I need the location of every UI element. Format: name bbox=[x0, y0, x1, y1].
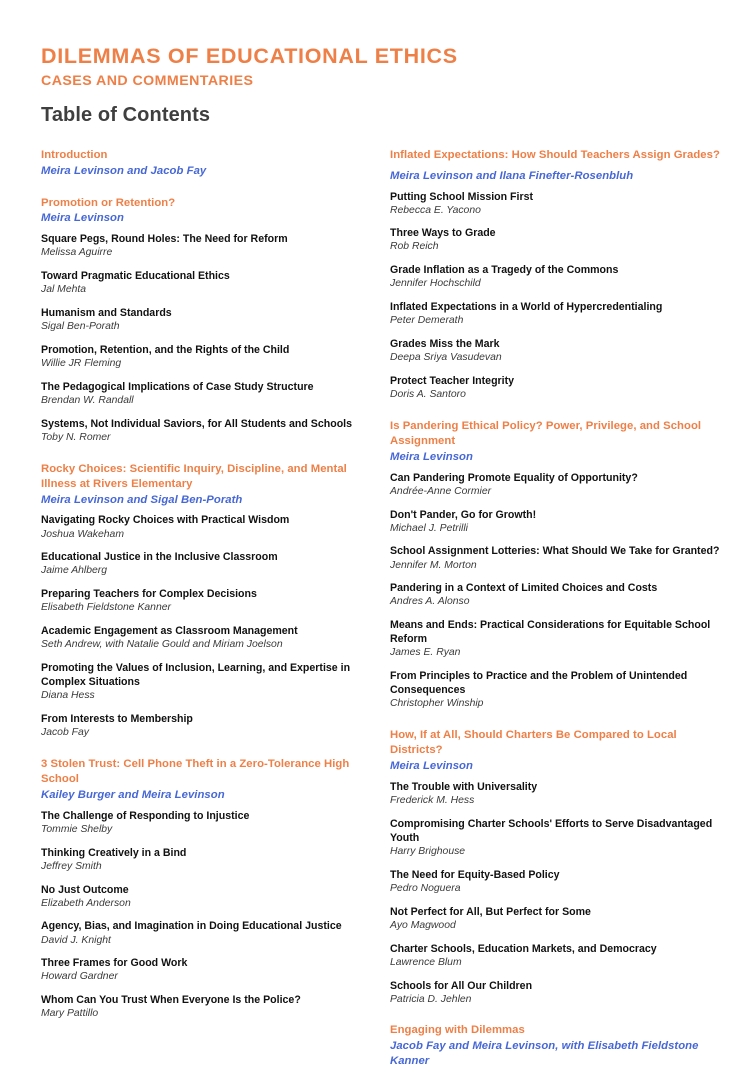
entry-title[interactable]: Schools for All Our Children bbox=[390, 979, 533, 992]
entry-title[interactable]: Don't Pander, Go for Growth! bbox=[390, 508, 537, 521]
entry-author: Howard Gardner bbox=[41, 971, 118, 983]
toc-entry[interactable] bbox=[41, 550, 362, 578]
entry-author: Ayo Magwood bbox=[390, 919, 456, 931]
toc-section-is-pandering-ethical-policy-power-privilege- bbox=[390, 419, 724, 711]
entry-title[interactable]: The Challenge of Responding to Injustice bbox=[41, 809, 250, 822]
entry-author: Michael J. Petrilli bbox=[390, 522, 468, 534]
section-title[interactable]: Rocky Choices: Scientific Inquiry, Discipline, and Mental Illness at Rivers Elementary bbox=[41, 462, 347, 490]
toc-entry[interactable] bbox=[41, 417, 362, 445]
entry-title[interactable]: The Need for Equity-Based Policy bbox=[390, 868, 560, 881]
toc-section-how-if-at-all-should-charters-be-compared-to bbox=[390, 728, 724, 1006]
section-title[interactable]: How, If at All, Should Charters Be Compared to Local Districts? bbox=[390, 729, 677, 757]
entry-author: Sigal Ben-Porath bbox=[41, 321, 120, 333]
entry-author: Rob Reich bbox=[390, 241, 439, 253]
entry-title[interactable]: The Pedagogical Implications of Case Study Structure bbox=[41, 380, 314, 393]
toc-entry[interactable] bbox=[41, 661, 362, 703]
entry-author: Joshua Wakeham bbox=[41, 528, 124, 540]
entry-author: Rebecca E. Yacono bbox=[390, 204, 481, 216]
toc-section-rocky-choices-scientific-inquiry-discipline- bbox=[41, 462, 362, 740]
entry-title[interactable]: Promoting the Values of Inclusion, Learning, and Expertise in Complex Situations bbox=[41, 662, 351, 689]
toc-entry[interactable] bbox=[390, 979, 724, 1007]
toc-entry[interactable] bbox=[390, 618, 724, 660]
entry-title[interactable]: Can Pandering Promote Equality of Opportunity? bbox=[390, 471, 638, 484]
masthead bbox=[41, 44, 708, 126]
toc-left-column bbox=[41, 148, 362, 1021]
entry-title[interactable]: Preparing Teachers for Complex Decisions bbox=[41, 588, 257, 601]
section-title[interactable]: Is Pandering Ethical Policy? Power, Privilege, and School Assignment bbox=[390, 419, 702, 447]
entry-title[interactable]: Humanism and Standards bbox=[41, 307, 172, 320]
toc-entry[interactable] bbox=[390, 581, 724, 609]
entry-title[interactable]: Academic Engagement as Classroom Management bbox=[41, 625, 298, 638]
toc-entry[interactable] bbox=[390, 337, 724, 365]
section-title[interactable]: Promotion or Retention? bbox=[41, 196, 176, 209]
entry-author: Diana Hess bbox=[41, 690, 95, 702]
toc-section-3-stolen-trust-cell-phone-theft-in-a-zero-to bbox=[41, 757, 362, 1021]
toc-entry[interactable] bbox=[41, 587, 362, 615]
entry-title[interactable]: Navigating Rocky Choices with Practical Wisdom bbox=[41, 514, 290, 527]
entry-title[interactable]: Square Pegs, Round Holes: The Need for Reform bbox=[41, 233, 288, 246]
entry-title[interactable]: Not Perfect for All, But Perfect for Some bbox=[390, 905, 591, 918]
section-title[interactable]: 3 Stolen Trust: Cell Phone Theft in a Zero-Tolerance High School bbox=[41, 757, 350, 785]
entry-title[interactable]: Three Frames for Good Work bbox=[41, 957, 188, 970]
section-editors: Jacob Fay and Meira Levinson, with Elisabeth Fieldstone Kanner bbox=[390, 1040, 699, 1068]
entry-title[interactable]: Grades Miss the Mark bbox=[390, 338, 500, 351]
toc-entry[interactable] bbox=[41, 712, 362, 740]
toc-entry[interactable] bbox=[390, 817, 724, 859]
section-title[interactable]: Engaging with Dilemmas bbox=[390, 1024, 525, 1037]
entry-author: Jal Mehta bbox=[41, 284, 87, 296]
entry-author: Jeffrey Smith bbox=[41, 860, 102, 872]
entry-author: Deepa Sriya Vasudevan bbox=[390, 352, 502, 364]
entry-author: Elisabeth Fieldstone Kanner bbox=[41, 602, 171, 614]
entry-author: Christopher Winship bbox=[390, 698, 484, 710]
entry-author: Harry Brighouse bbox=[390, 846, 466, 858]
section-title[interactable]: Introduction bbox=[41, 148, 108, 161]
toc-section-introduction bbox=[41, 148, 362, 179]
toc-entry[interactable] bbox=[390, 508, 724, 536]
entry-title[interactable]: School Assignment Lotteries: What Should We Take for Granted? bbox=[390, 545, 720, 558]
entry-author: Mary Pattillo bbox=[41, 1008, 99, 1020]
entry-author: Andres A. Alonso bbox=[390, 596, 470, 608]
entry-title[interactable]: Compromising Charter Schools' Efforts to Serve Disadvantaged Youth bbox=[390, 817, 713, 844]
entry-author: Melissa Aguirre bbox=[41, 247, 113, 259]
toc-entry[interactable] bbox=[390, 780, 724, 808]
toc-entry[interactable] bbox=[41, 306, 362, 334]
entry-title[interactable]: Protect Teacher Integrity bbox=[390, 375, 515, 388]
entry-author: Jennifer Hochschild bbox=[390, 278, 481, 290]
section-editors: Meira Levinson and Sigal Ben-Porath bbox=[41, 493, 243, 506]
entry-title[interactable]: No Just Outcome bbox=[41, 883, 129, 896]
toc-entry[interactable] bbox=[41, 513, 362, 541]
book-title: DILEMMAS OF EDUCATIONAL ETHICS bbox=[41, 44, 458, 68]
entry-title[interactable]: Inflated Expectations in a World of Hypercredentialing bbox=[390, 301, 663, 314]
entry-title[interactable]: From Interests to Membership bbox=[41, 713, 193, 726]
toc-entry[interactable] bbox=[41, 919, 362, 947]
section-title[interactable]: Inflated Expectations: How Should Teachers Assign Grades? bbox=[390, 148, 720, 161]
entry-author: Toby N. Romer bbox=[41, 431, 111, 443]
entry-title[interactable]: Thinking Creatively in a Bind bbox=[41, 846, 187, 859]
section-editors: Meira Levinson bbox=[41, 212, 124, 225]
toc-entry[interactable] bbox=[41, 993, 362, 1021]
section-editors: Kailey Burger and Meira Levinson bbox=[41, 788, 225, 801]
toc-entry[interactable] bbox=[41, 380, 362, 408]
toc-entry[interactable] bbox=[390, 942, 724, 970]
toc-entry[interactable] bbox=[41, 269, 362, 297]
entry-author: Seth Andrew, with Natalie Gould and Miriam Joelson bbox=[41, 639, 283, 651]
entry-title[interactable]: Charter Schools, Education Markets, and Democracy bbox=[390, 942, 657, 955]
toc-entry[interactable] bbox=[390, 868, 724, 896]
entry-author: Andrée-Anne Cormier bbox=[390, 485, 492, 497]
entry-author: Jaime Ahlberg bbox=[41, 565, 108, 577]
entry-title[interactable]: Three Ways to Grade bbox=[390, 227, 496, 240]
section-editors: Meira Levinson and Ilana Finefter-Rosenbluh bbox=[390, 169, 634, 182]
toc-entry[interactable] bbox=[390, 905, 724, 933]
entry-title[interactable]: Agency, Bias, and Imagination in Doing Educational Justice bbox=[41, 920, 342, 933]
section-editors: Meira Levinson and Jacob Fay bbox=[41, 164, 207, 177]
toc-section-promotion-or-retention bbox=[41, 196, 362, 445]
toc-entry[interactable] bbox=[41, 846, 362, 874]
entry-author: Elizabeth Anderson bbox=[41, 897, 131, 909]
toc-entry[interactable] bbox=[390, 263, 724, 291]
entry-author: David J. Knight bbox=[41, 934, 111, 946]
toc-entry[interactable] bbox=[390, 544, 724, 572]
entry-title[interactable]: Grade Inflation as a Tragedy of the Commons bbox=[390, 264, 619, 277]
entry-author: Tommie Shelby bbox=[41, 823, 113, 835]
toc-entry[interactable] bbox=[390, 471, 724, 499]
entry-title[interactable]: Putting School Mission First bbox=[390, 190, 534, 203]
entry-title[interactable]: Toward Pragmatic Educational Ethics bbox=[41, 270, 230, 283]
toc-right-column bbox=[390, 148, 724, 1075]
toc-section-engaging-with-dilemmas bbox=[390, 1023, 724, 1069]
entry-author: James E. Ryan bbox=[390, 647, 461, 659]
entry-author: Jacob Fay bbox=[41, 727, 89, 739]
entry-title[interactable]: Systems, Not Individual Saviors, for All Students and Schools bbox=[41, 417, 353, 430]
toc-section-inflated-expectations-how-should-teachers-as bbox=[390, 148, 724, 402]
toc-entry[interactable] bbox=[41, 232, 362, 260]
toc-entry[interactable] bbox=[41, 883, 362, 911]
entry-title[interactable]: Educational Justice in the Inclusive Classroom bbox=[41, 551, 278, 564]
entry-author: Jennifer M. Morton bbox=[390, 559, 477, 571]
toc-entry[interactable] bbox=[390, 300, 724, 328]
section-editors: Meira Levinson bbox=[390, 450, 473, 463]
entry-author: Lawrence Blum bbox=[390, 956, 462, 968]
entry-title[interactable]: The Trouble with Universality bbox=[390, 780, 538, 793]
entry-author: Patricia D. Jehlen bbox=[390, 993, 472, 1005]
toc-entry[interactable] bbox=[41, 956, 362, 984]
entry-title[interactable]: Whom Can You Trust When Everyone Is the Police? bbox=[41, 994, 301, 1007]
entry-author: Brendan W. Randall bbox=[41, 395, 134, 407]
entry-title[interactable]: Means and Ends: Practical Considerations for Equitable School Reform bbox=[390, 619, 711, 646]
page-title: Table of Contents bbox=[41, 103, 211, 126]
entry-author: Willie JR Fleming bbox=[41, 358, 122, 370]
entry-author: Doris A. Santoro bbox=[390, 389, 466, 401]
toc-entry[interactable] bbox=[390, 669, 724, 711]
toc-entry[interactable] bbox=[390, 374, 724, 402]
toc-entry[interactable] bbox=[390, 190, 724, 218]
toc-columns bbox=[41, 148, 720, 1075]
toc-entry[interactable] bbox=[41, 343, 362, 371]
toc-entry[interactable] bbox=[41, 624, 362, 652]
entry-author: Frederick M. Hess bbox=[390, 795, 475, 807]
toc-entry[interactable] bbox=[390, 226, 724, 254]
entry-title[interactable]: From Principles to Practice and the Problem of Unintended Consequences bbox=[390, 670, 688, 697]
toc-entry[interactable] bbox=[41, 809, 362, 837]
entry-title[interactable]: Pandering in a Context of Limited Choices and Costs bbox=[390, 582, 658, 595]
entry-author: Peter Demerath bbox=[390, 315, 464, 327]
entry-author: Pedro Noguera bbox=[390, 882, 461, 894]
section-editors: Meira Levinson bbox=[390, 760, 473, 773]
book-subtitle: CASES AND COMMENTARIES bbox=[41, 73, 254, 90]
entry-title[interactable]: Promotion, Retention, and the Rights of the Child bbox=[41, 344, 290, 357]
